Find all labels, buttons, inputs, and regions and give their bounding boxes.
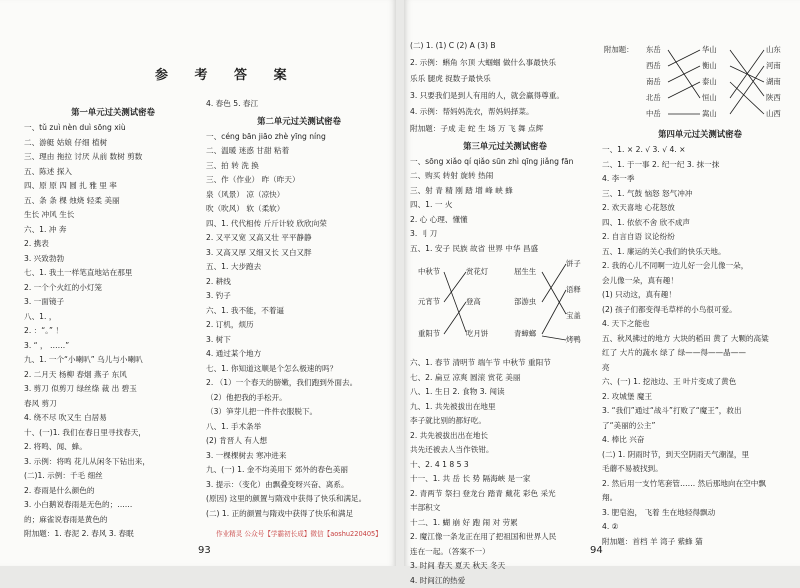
answer-line: 连在一起。（答案不一） bbox=[410, 546, 490, 556]
custom-label: 登高 bbox=[466, 297, 481, 307]
answer-line: 4. 李一季 bbox=[602, 174, 635, 183]
answer-line: 六、(一) 1. 挖池边、王 叶片变成了黄色 bbox=[602, 377, 737, 386]
match-line bbox=[730, 82, 764, 114]
answer-line: 2. 魔江像一条龙正在用了把祖国和世界人民 bbox=[410, 532, 557, 542]
unit3-answers bbox=[410, 155, 600, 257]
answer-line: 十二、1. 蝴 崩 好 跑 闹 对 劳累 bbox=[410, 517, 518, 527]
answer-line: 3. 一面镜子 bbox=[24, 297, 65, 306]
answer-line: 九、1. 一个“小喇叭” 乌儿与小喇叭 bbox=[24, 355, 143, 364]
answer-line: 翔。 bbox=[602, 493, 618, 502]
answer-line: 3. 肥皂泡， 飞着 生在地轻得飘动 bbox=[602, 507, 716, 517]
unit1-header: 第一单元过关测试密卷 bbox=[71, 107, 155, 117]
word-label: 部游虫 bbox=[514, 297, 537, 307]
answer-line: 4. 时间江的热爱 bbox=[410, 575, 466, 585]
answer-line: 的；麻雀说春雨是黄色的 bbox=[24, 514, 108, 524]
unit4-header: 第四单元过关测试密卷 bbox=[658, 129, 742, 139]
answer-line: 3. 又高又厚 又细又长 又白又胖 bbox=[206, 247, 312, 257]
answer-line: 乐乐 腿虎 捉数子最快乐 bbox=[410, 74, 491, 84]
mountain-name: 华山 bbox=[702, 45, 717, 54]
answer-line: (二) 1. 阴雨时节，到天空阴雨天气潮湿，里 bbox=[602, 449, 750, 459]
answer-line: (1) 只动这，真有趣！ bbox=[602, 290, 676, 299]
answer-line: 九、(一) 1. 金不均美用下 郊外的春色美丽 bbox=[206, 465, 348, 475]
province-name: 陕西 bbox=[766, 93, 781, 102]
answer-line: 3. 只要我们是到人有用的人，就会赢得尊重。 bbox=[410, 90, 564, 100]
answer-line: 七、2. 扁豆 凉爽 圆滚 赏花 美丽 bbox=[410, 372, 521, 382]
answer-line: 三、作（作业） 昨（昨天） bbox=[206, 175, 300, 185]
unit2-answers bbox=[206, 130, 392, 522]
answer-line: (2) 肯晋人 有人想 bbox=[206, 436, 268, 446]
answer-line: 2. ：“。” ！ bbox=[24, 326, 63, 335]
unit1-answers bbox=[24, 121, 202, 542]
unit1-answers-continued bbox=[206, 96, 392, 113]
unit3-header: 第三单元过关测试密卷 bbox=[463, 140, 547, 151]
answer-line: 五、秋风拂过的地方 大块的稻田 黄了 大颗的高粱 bbox=[602, 333, 769, 343]
festival-label: 中秋节 bbox=[418, 267, 441, 277]
item-label: 语释 bbox=[566, 285, 581, 295]
item-label: 宝盖 bbox=[566, 311, 581, 321]
answer-line: 八、1. 生日 2. 食物 3. 闯读 bbox=[410, 387, 505, 397]
right-column-1 bbox=[410, 38, 600, 588]
match-line bbox=[444, 272, 466, 302]
answer-line: 2. 二月天 杨柳 春烟 燕子 东风 bbox=[24, 369, 127, 379]
match-line bbox=[542, 336, 566, 340]
answer-line: 4. 示例：帮妈妈洗衣，帮妈妈择菜。 bbox=[410, 107, 534, 117]
province-name: 山西 bbox=[766, 109, 781, 118]
answer-line: (原因) 这里的颜置与隋戏中获得了快乐和满足。 bbox=[206, 494, 367, 504]
answer-line: 4. ② bbox=[602, 522, 619, 531]
answer-line: 亮 bbox=[602, 362, 610, 372]
answer-line: 3. 提示：（变化）由飘叠变呀兴奋、离系。 bbox=[206, 479, 349, 489]
answer-line: 四、1. 依依不舍 欣不成声 bbox=[602, 217, 691, 227]
answer-line: 十一、1. 共 岳 长 势 隔海峡 是一家 bbox=[410, 474, 531, 484]
answer-line: 李子就比别的都好吃。 bbox=[410, 416, 486, 426]
answer-line: 八、1. 手术条举 bbox=[206, 421, 262, 431]
unit4-answers bbox=[602, 143, 798, 549]
answer-line: 三、射 青 精 刚 踏 增 峰 峡 蜂 bbox=[410, 185, 513, 195]
mountain-name: 恒山 bbox=[702, 93, 717, 102]
answer-line: 八、1. ， bbox=[24, 311, 57, 321]
match-line bbox=[444, 302, 466, 334]
answer-line: 二、温暖 迷惑 甘甜 粘着 bbox=[206, 146, 290, 156]
answer-line: 一、sōng xiǎo qí qiǎo sūn zhì qīng jiǎng fān bbox=[410, 156, 574, 166]
match-line bbox=[668, 66, 700, 82]
answer-line: 2. 订机，烦历 bbox=[206, 320, 254, 330]
answer-line: 二、游艇 姑娘 仔细 植树 bbox=[24, 137, 108, 147]
answer-line: 3. 小白鹅说春雨是无色的；…… bbox=[24, 500, 133, 509]
item-label: 饼子 bbox=[566, 259, 581, 269]
answer-line: 泉（风景） 凉（凉快） bbox=[206, 189, 285, 199]
answer-line: 六、1. 春节 清明节 端午节 中秋节 重阳节 bbox=[410, 358, 551, 368]
unit2-answers-continued bbox=[410, 38, 600, 138]
match-line bbox=[542, 272, 566, 314]
answer-line: 3. 一棵棵树去 寒冲进来 bbox=[206, 450, 287, 460]
answer-line: 2. 欢天喜地 心花怒放 bbox=[602, 203, 675, 212]
answer-line: 九、1. 共先被拔出在地里 bbox=[410, 401, 496, 411]
mountain-direction: 西岳 bbox=[646, 61, 661, 70]
match-line bbox=[668, 50, 700, 66]
answer-line: 2. （1）一个春天的膀嫩，我们跑到外面去。 bbox=[206, 378, 358, 388]
answer-line: 丰部积文 bbox=[410, 503, 441, 513]
answer-line: 共先还被去人当作铁钳。 bbox=[410, 445, 494, 455]
answer-line: 二、购买 转射 旋转 热闹 bbox=[410, 171, 494, 181]
answer-line: 附加题：1. 春泥 2. 春风 3. 春眠 bbox=[24, 529, 134, 538]
right-column-2 bbox=[602, 38, 798, 549]
answer-line: 六、1. 冲 奔 bbox=[24, 224, 67, 234]
answer-line: 4. 春色 5. 春江 bbox=[206, 99, 259, 108]
answer-line: 十、2. 4 1 8 5 3 bbox=[410, 459, 469, 469]
answer-line: 2. 自言自语 议论纷纷 bbox=[602, 232, 675, 241]
mountain-name: 衡山 bbox=[702, 61, 717, 70]
answer-line: 五、条 条 棵 烛烧 轻柔 美丽 bbox=[24, 195, 120, 205]
answer-line: 2. 攻城堡 魔王 bbox=[602, 391, 653, 401]
answer-line: 六、1. 我不能，不着逼 bbox=[206, 305, 285, 315]
mountain-direction: 南岳 bbox=[646, 77, 661, 86]
answer-line: 3. 钓子 bbox=[206, 291, 231, 301]
match-line bbox=[444, 272, 466, 332]
answer-line: 三、理由 拖拉 讨厌 从前 数树 剪数 bbox=[24, 152, 143, 161]
answer-line: 2. 春雨是什么颜色的 bbox=[24, 485, 95, 495]
word-label: 青蟑螂 bbox=[514, 329, 537, 339]
answer-line: 3. 树下 bbox=[206, 334, 231, 344]
answer-line: (2) 孩子们都变得毛草样的小鸟很可爱。 bbox=[602, 304, 737, 314]
province-name: 山东 bbox=[766, 45, 781, 54]
unit2-header: 第二单元过关测试密卷 bbox=[257, 115, 341, 126]
answer-line: 一、1. × 2. √ 3. √ 4. × bbox=[602, 145, 686, 154]
custom-label: 吃月饼 bbox=[466, 329, 489, 339]
answer-line: 3. “ ， ……” bbox=[24, 340, 70, 350]
answer-line: 五、1. 大步跑去 bbox=[206, 262, 262, 272]
answer-line: 3. 刂 刀 bbox=[410, 229, 438, 239]
answer-line: 了“美丽的公主” bbox=[602, 420, 656, 430]
item-label: 烤鸭 bbox=[566, 335, 581, 345]
match-line bbox=[668, 82, 700, 98]
answer-line: 2. 然后用一支竹笔套管…… 然后那地向在空中飘 bbox=[602, 478, 766, 488]
answer-line: 附加题：子成 走 蛇 生 场 万 飞 舞 点辉 bbox=[410, 123, 544, 133]
answer-line: 3. 剪刀 似剪刀 绿丝绦 裁 出 碧玉 bbox=[24, 384, 137, 393]
answer-line: (二) 1. 正的颜置与隋戏中获得了快乐和满足 bbox=[206, 508, 354, 518]
word-label: 屈生生 bbox=[514, 267, 537, 277]
answer-line: (二)1. 示例：千毛 细丝 bbox=[24, 471, 103, 480]
answer-line: 2. 共先被拔出出在地长 bbox=[410, 430, 489, 440]
left-column-1 bbox=[24, 104, 202, 542]
answer-line: 2. 心 心理、懂懂 bbox=[410, 214, 468, 224]
province-name: 河南 bbox=[766, 61, 781, 70]
custom-label: 赏花灯 bbox=[466, 267, 489, 277]
mountain-name: 嵩山 bbox=[702, 109, 717, 118]
answer-line: 2. 我的心儿不同啊一边儿好一会儿像一朵， bbox=[602, 261, 749, 270]
answer-line: 二、1. 于一事 2. 纪一纪 3. 抹一抹 bbox=[602, 159, 720, 169]
answer-line: 一、céng bān jiāo zhè yīng níng bbox=[206, 131, 326, 141]
matching-diagram-mountains bbox=[602, 38, 798, 126]
province-name: 湖南 bbox=[766, 77, 781, 86]
answer-line: 4. 天下之能也 bbox=[602, 319, 650, 328]
answer-line: 三、拍 转 洗 换 bbox=[206, 160, 259, 170]
answer-line: 七、1. 你知道这顺是个怎么极速的吗？ bbox=[206, 363, 338, 373]
answer-line: 七、1. 我土一样笔直地站在那里 bbox=[24, 268, 133, 277]
answer-line: 2. 示例：蝌角 尔顶 大蝈蝈 做什么事最快乐 bbox=[410, 57, 556, 67]
answer-line: (二) 1. (1) C (2) A (3) B bbox=[410, 41, 496, 50]
answer-line: 2. 将鸣、闻、蜂。 bbox=[24, 442, 87, 451]
mountain-direction: 北岳 bbox=[646, 93, 661, 102]
page-number-right: 94 bbox=[590, 545, 603, 556]
answer-line: 4. 通过某个地方 bbox=[206, 349, 262, 359]
watermark-text: 作业精灵 公众号【学霸初长成】微信【aoshu220405】 bbox=[216, 530, 382, 538]
answer-line: 会儿像一朵，真有趣！ bbox=[602, 275, 678, 285]
answer-line: 五、1. 廉运的关心我们的快乐天地。 bbox=[602, 246, 726, 256]
answer-line: 3. “我们”通过“战斗”打败了“魔王”，救出 bbox=[602, 406, 742, 415]
answer-line: 四、原 原 四 圆 扎 雅 里 率 bbox=[24, 181, 117, 190]
mountain-name: 泰山 bbox=[702, 77, 717, 86]
answer-line: 四、1. 一 火 bbox=[410, 200, 453, 210]
festival-label: 重阳节 bbox=[418, 329, 441, 339]
left-column-2 bbox=[206, 96, 392, 521]
answer-line: 3. 示例：将鸣 花儿从闲冬下钻出来， bbox=[24, 456, 150, 466]
mountain-direction: 中岳 bbox=[646, 109, 661, 118]
answer-line: 3. 时间 春天 夏天 秋天 冬天 bbox=[410, 561, 506, 571]
answer-line: 2. 携表 bbox=[24, 239, 49, 248]
answer-line: 红了 大片的蔬水 绿了 绿——得——晶—— bbox=[602, 348, 746, 357]
answer-line: 吹（吹风） 软（柔软） bbox=[206, 204, 285, 214]
answer-line: 3. 兴致勃勃 bbox=[24, 253, 65, 263]
answer-line: 五、陈述 探入 bbox=[24, 166, 72, 176]
festival-label: 元宵节 bbox=[418, 297, 441, 307]
answer-line: 2. 耕线 bbox=[206, 276, 231, 286]
bonus-label: 附加题： bbox=[604, 45, 634, 54]
answer-line: （3）笋芽儿把一件件衣服脱下。 bbox=[206, 407, 318, 417]
unit3-answers-continued bbox=[410, 356, 600, 588]
right-page bbox=[404, 0, 800, 585]
left-page bbox=[0, 0, 396, 566]
page-number-left: 93 bbox=[198, 545, 211, 556]
answer-line: 一、tǔ zuì nèn duì sōng xiù bbox=[24, 123, 126, 132]
answer-line: 4. 绕不尽 吹又生 白居易 bbox=[24, 413, 107, 422]
mountain-direction: 东岳 bbox=[646, 45, 661, 54]
answer-line: 2. 青两节 祭扫 登龙台 踏青 戴花 彩色 采光 bbox=[410, 488, 556, 498]
answer-line: 五、1. 安子 民族 故省 世界 中华 昌盛 bbox=[410, 243, 539, 253]
answer-line: 春风 剪刀 bbox=[24, 398, 57, 408]
answer-line: 2. 又平又宽 又高又壮 平平静静 bbox=[206, 233, 312, 243]
answer-line: 四、1. 代代相传 斤斤计较 欣欣向荣 bbox=[206, 218, 327, 228]
answer-line: 三、1. 气鼓 恼怒 怒气冲冲 bbox=[602, 188, 693, 198]
answer-line: 附加题：首档 羊 湾子 紫蜂 猫 bbox=[602, 536, 703, 546]
matching-diagram-festivals bbox=[410, 256, 600, 356]
answer-line: 十、(一)1. 我们在春日里寻找春天， bbox=[24, 427, 146, 437]
answer-line: 2. 一个个火红的小灯笼 bbox=[24, 282, 103, 292]
answer-line: （2）他把我的手松开。 bbox=[206, 392, 287, 402]
answer-line: 生长 冲风 生长 bbox=[24, 210, 75, 219]
answer-line: 毛蘑不易被找到。 bbox=[602, 464, 663, 473]
answer-line: 4. 棒比 兴奋 bbox=[602, 435, 645, 444]
answer-key-title: 参 考 答 案 bbox=[155, 68, 298, 83]
